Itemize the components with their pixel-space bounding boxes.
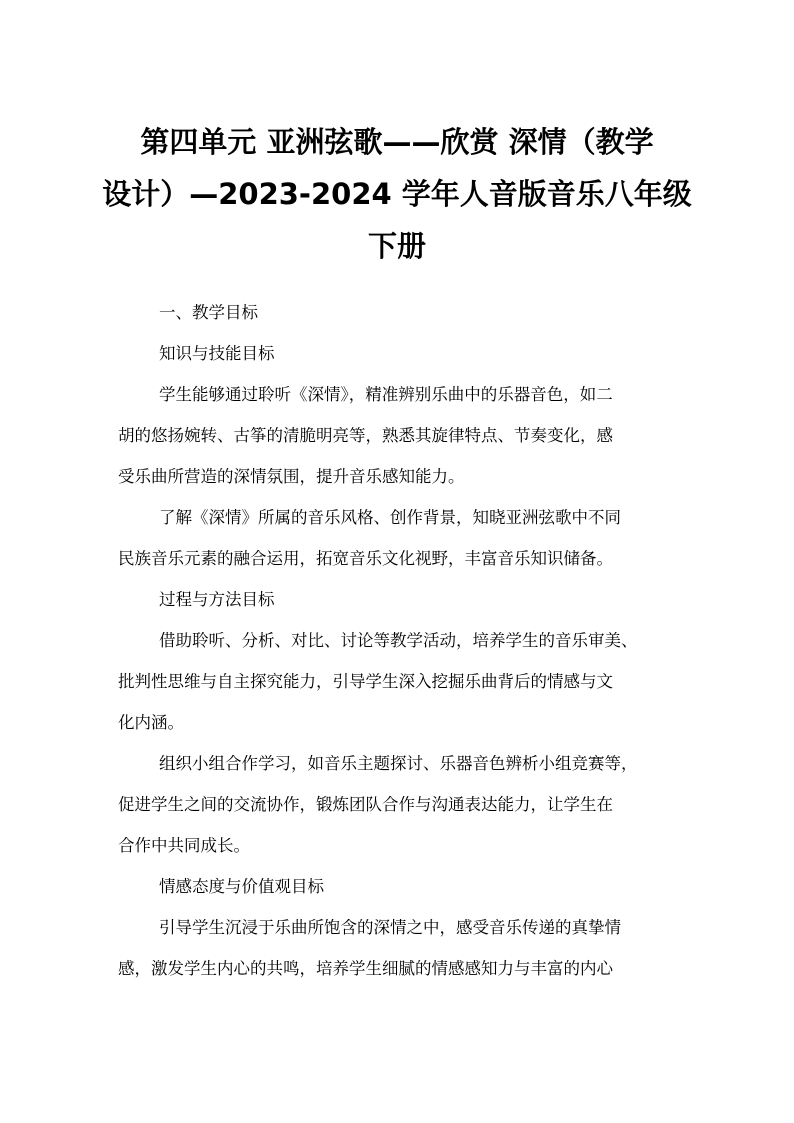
section-heading: 一、教学目标 — [159, 303, 258, 322]
paragraph-line: 组织小组合作学习，如音乐主题探讨、乐器音色辨析小组竞赛等， — [159, 754, 638, 773]
paragraph-line: 感，激发学生内心的共鸣，培养学生细腻的情感感知力与丰富的内心 — [118, 959, 613, 978]
paragraph-line: 化内涵。 — [118, 713, 184, 732]
title-line-2: 设计）—2023-2024 学年人音版音乐八年级 — [102, 177, 692, 211]
subsection-heading: 知识与技能目标 — [159, 344, 275, 363]
paragraph-line: 了解《深情》所属的音乐风格、创作背景，知晓亚洲弦歌中不同 — [159, 508, 621, 527]
paragraph-line: 批判性思维与自主探究能力，引导学生深入挖掘乐曲背后的情感与文 — [118, 672, 613, 691]
subsection-heading: 过程与方法目标 — [159, 590, 275, 609]
title-line-3: 下册 — [367, 229, 426, 263]
title-line-1: 第四单元 亚洲弦歌——欣赏 深情（教学 — [140, 125, 654, 159]
paragraph-line: 引导学生沉浸于乐曲所饱含的深情之中，感受音乐传递的真挚情 — [159, 918, 621, 937]
paragraph-line: 民族音乐元素的融合运用，拓宽音乐文化视野，丰富音乐知识储备。 — [118, 549, 613, 568]
paragraph-line: 受乐曲所营造的深情氛围，提升音乐感知能力。 — [118, 467, 465, 486]
paragraph-line: 借助聆听、分析、对比、讨论等教学活动，培养学生的音乐审美、 — [159, 631, 638, 650]
subsection-heading: 情感态度与价值观目标 — [159, 877, 324, 896]
document-title — [100, 116, 694, 272]
paragraph-line: 胡的悠扬婉转、古筝的清脆明亮等，熟悉其旋律特点、节奏变化，感 — [118, 426, 613, 445]
paragraph-line: 学生能够通过聆听《深情》，精准辨别乐曲中的乐器音色，如二 — [159, 385, 613, 404]
paragraph-line: 促进学生之间的交流协作，锻炼团队合作与沟通表达能力，让学生在 — [118, 795, 613, 814]
paragraph-line: 合作中共同成长。 — [118, 836, 250, 855]
